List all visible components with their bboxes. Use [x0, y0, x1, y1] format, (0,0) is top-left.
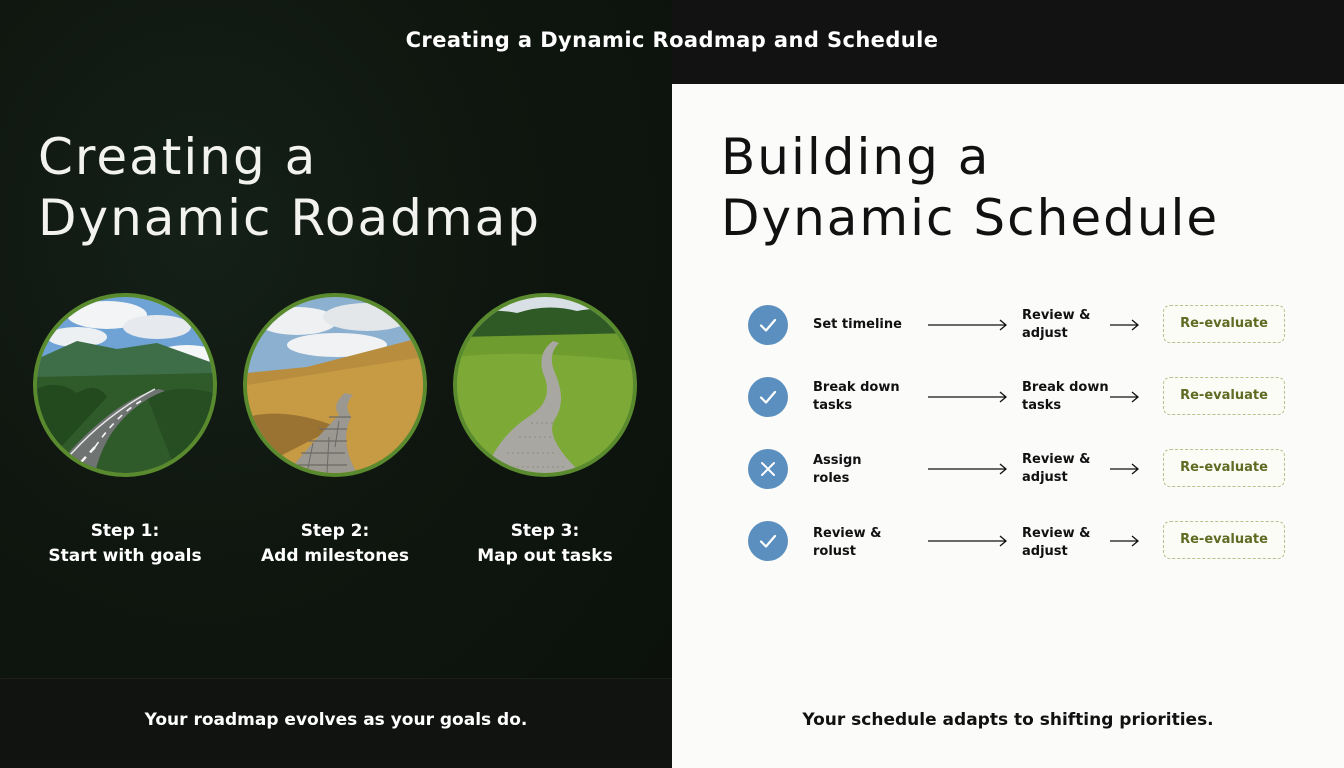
re-evaluate-button[interactable]: Re-evaluate [1163, 305, 1285, 343]
schedule-title-line-1: Building a [721, 128, 991, 186]
row-task-label-line: Assign [813, 453, 862, 468]
check-icon [748, 377, 788, 417]
row-task-label-line: tasks [813, 398, 853, 413]
row-task-label [813, 452, 862, 488]
step-3 [453, 293, 637, 566]
step-1-label: Start with goals [48, 546, 202, 566]
step-3-label: Map out tasks [477, 546, 613, 566]
row-task-label [813, 525, 881, 561]
row-task-label-line: Review & [813, 526, 882, 541]
row-next-step [1022, 379, 1109, 415]
mountain-road-image [33, 293, 217, 477]
gravel-path-illustration [457, 297, 633, 473]
schedule-row [748, 447, 1308, 491]
row-task-label-line: Set timeline [813, 317, 902, 332]
arrow-right-icon [928, 390, 1008, 404]
row-next-step [1022, 307, 1090, 343]
row-task-label-line: roles [813, 471, 850, 486]
re-evaluate-button[interactable]: Re-evaluate [1163, 377, 1285, 415]
stone-path-meadow-image [243, 293, 427, 477]
arrow-right-icon [1110, 462, 1140, 476]
re-evaluate-button[interactable]: Re-evaluate [1163, 449, 1285, 487]
stone-path-illustration [247, 297, 423, 473]
row-next-step [1022, 525, 1090, 561]
row-next-step-line: tasks [1022, 398, 1062, 413]
step-2-label: Add milestones [261, 546, 409, 566]
re-evaluate-button[interactable]: Re-evaluate [1163, 521, 1285, 559]
row-next-step-line: Break down [1022, 380, 1109, 395]
row-next-step [1022, 451, 1090, 487]
roadmap-footer-text: Your roadmap evolves as your goals do. [144, 710, 528, 730]
roadmap-title [38, 127, 541, 249]
arrow-right-icon [928, 318, 1008, 332]
row-task-label [813, 379, 900, 415]
schedule-title [721, 127, 1219, 249]
schedule-row [748, 375, 1308, 419]
roadmap-title-line-2: Dynamic Roadmap [38, 189, 541, 247]
arrow-right-icon [928, 462, 1008, 476]
schedule-row [748, 303, 1308, 347]
x-icon [748, 449, 788, 489]
row-task-label-line: Break down [813, 380, 900, 395]
schedule-title-line-2: Dynamic Schedule [721, 189, 1220, 247]
step-3-caption [413, 519, 677, 569]
step-1-number: Step 1: [90, 521, 160, 541]
row-next-step-line: Review & [1022, 452, 1091, 467]
mountain-road-illustration [37, 297, 213, 473]
arrow-right-icon [928, 534, 1008, 548]
page-title: Creating a Dynamic Roadmap and Schedule [405, 28, 939, 52]
check-icon [748, 521, 788, 561]
row-task-label [813, 316, 902, 334]
row-next-step-line: adjust [1022, 470, 1068, 485]
row-task-label-line: rolust [813, 544, 857, 559]
row-next-step-line: adjust [1022, 544, 1068, 559]
arrow-right-icon [1110, 318, 1140, 332]
step-2 [243, 293, 427, 566]
arrow-right-icon [1110, 534, 1140, 548]
row-next-step-line: Review & [1022, 526, 1091, 541]
check-icon [748, 305, 788, 345]
step-1 [33, 293, 217, 566]
step-3-number: Step 3: [510, 521, 580, 541]
arrow-right-icon [1110, 390, 1140, 404]
row-next-step-line: Review & [1022, 308, 1091, 323]
row-next-step-line: adjust [1022, 326, 1068, 341]
schedule-row [748, 519, 1308, 563]
schedule-footer-text: Your schedule adapts to shifting priorities. [802, 710, 1214, 730]
step-2-number: Step 2: [300, 521, 370, 541]
gravel-path-field-image [453, 293, 637, 477]
roadmap-title-line-1: Creating a [38, 128, 318, 186]
